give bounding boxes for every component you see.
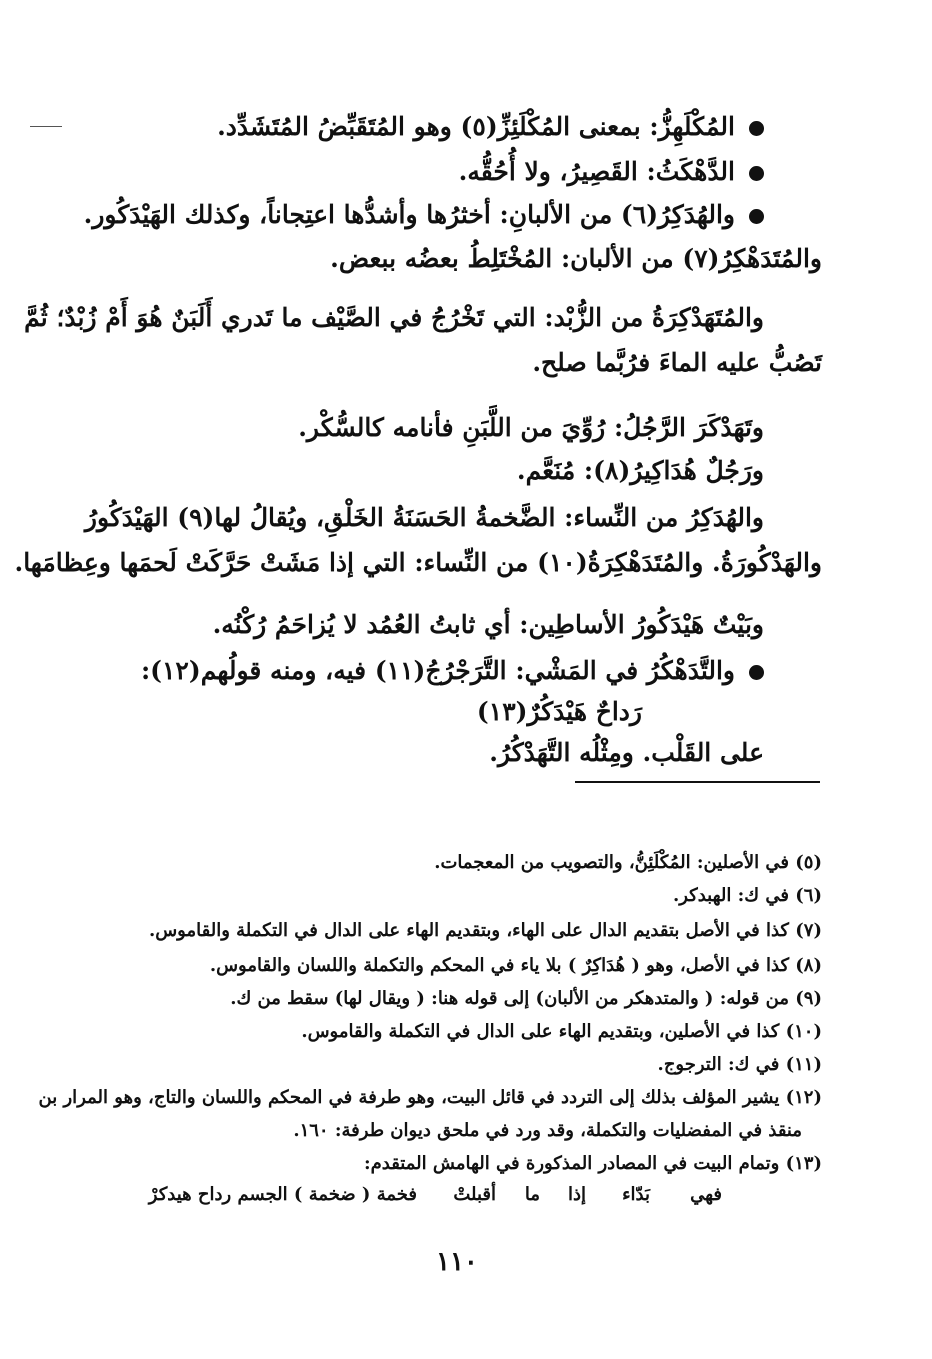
footnote-8: (٨) كذا في الأصل، وهو ( هُدَاكِرٌ ) بلا ياء في المحكم والتكملة واللسان والقاموس.	[209, 955, 822, 976]
entry-line-11: وبَيْتٌ هَيْدَكُورُ الأساطِين: أي ثابتُ العُمُد لا يُزاحَمُ رُكْنُه.	[212, 610, 764, 639]
entry-line-14: على القَلْب. ومِثْلُه التَّهَدْكُرُ.	[489, 738, 764, 767]
verse-word: فهي	[690, 1184, 722, 1205]
entry-line-10: والهَدْكُورَةُ. والمُتَدَهْكِرَةُ(١٠) من النِّساء: التي إذا مَشَتْ حَرَّكَتْ لَحمَها وعِظامَها.	[14, 548, 822, 577]
entry-line-6: تَصُبُّ عليه الماءَ فرُبَّما صلح.	[532, 348, 822, 377]
verse-word: إذا	[567, 1184, 586, 1205]
footnote-divider	[575, 781, 820, 783]
bullet-icon	[749, 121, 764, 136]
bullet-icon	[749, 166, 764, 181]
footnote-9: (٩) من قوله: ( والمتدهكر من الألبان) إلى قوله هنا: ( ويقال لها) سقط من ك.	[230, 988, 822, 1009]
footnote-11: (١١) في ك: الترجوج.	[657, 1054, 822, 1075]
footnote-13: (١٣) وتمام البيت في المصادر المذكورة في الهامش المتقدم:	[363, 1153, 822, 1174]
footnote-7: (٧) كذا في الأصل بتقديم الدال على الهاء، وبتقديم الهاء على الدال في التكملة والقاموس.	[148, 920, 822, 941]
verse-word: ما	[524, 1184, 540, 1205]
entry-line-2: الدَّهْكَثُ: القَصِيرُ، ولا أُحُقُّه.	[459, 157, 764, 186]
footnote-6: (٦) في ك: الهبدكر.	[672, 885, 822, 906]
entry-line-3: والهُدَكِرُ(٦) من الألبانِ: أخثرُها وأشدُّها اعتِجاناً، وكذلك الهَيْدَكُور.	[84, 200, 764, 229]
footnote-10: (١٠) كذا في الأصلين، وبتقديم الهاء على الدال في التكملة والقاموس.	[301, 1021, 822, 1042]
verse-word: أقبلتْ	[453, 1184, 496, 1205]
bullet-icon	[749, 209, 764, 224]
entry-line-1: المُكْلَهِزُّ: بمعنى المُكْلَئِزِّ(٥) وهو المُتَقَبِّضُ المُتَشَدِّد.	[217, 112, 764, 141]
footnote-12-continued: منقذ في المفضليات والتكملة، وقد ورد في ملحق ديوان طرفة: ١٦٠.	[293, 1120, 802, 1141]
footnote-12: (١٢) يشير المؤلف بذلك إلى التردد في قائل البيت، وهو طرفة في المحكم واللسان والتاج، وهو المرار بن	[38, 1087, 822, 1108]
entry-line-4: والمُتَدَهْكِرُ(٧) من الألبان: المُخْتَلِطُ بعضُه ببعض.	[330, 244, 822, 273]
entry-line-12: والتَّدَهْكُرُ في المَشْي: التَّرَجْرُجُ(١١) فيه، ومنه قولُهم(١٢):	[141, 656, 764, 685]
entry-line-8: ورَجُلٌ هُدَاكِيرُ(٨): مُنَعَّم.	[516, 456, 764, 485]
page-number: ١١٠	[436, 1247, 478, 1277]
bullet-icon	[749, 665, 764, 680]
verse-word: فخمة ( ضخمة ) الجسم رداح هيدكرْ	[148, 1184, 417, 1205]
entry-line-7: وتَهَدْكَرَ الرَّجُلُ: رُوِّيَ من اللَّبَنِ فأنامه كالسُّكْر.	[298, 413, 764, 442]
verse-word: بَدّاء	[622, 1184, 650, 1205]
footnote-5: (٥) في الأصلين: المُكْلَئِنُّ، والتصويب من المعجمات.	[434, 852, 822, 873]
verse-fragment: رَداحٌ هَيْدَكُرٌ(١٣)	[476, 697, 642, 726]
entry-line-5: والمُتَهَدْكِرَةُ من الزُّبْد: التي تَخْرُجُ في الصَّيْف ما تَدري أَلَبَنٌ هُوَ أَمْ زُبْدٌ؛ ثُمَّ	[24, 303, 764, 332]
margin-mark	[30, 126, 62, 127]
entry-line-9: والهُدَكِرُ من النِّساء: الضَّخمةُ الحَسَنَةُ الخَلْقِ، ويُقالُ لها(٩) الهَيْدَكُورُ	[84, 503, 764, 532]
